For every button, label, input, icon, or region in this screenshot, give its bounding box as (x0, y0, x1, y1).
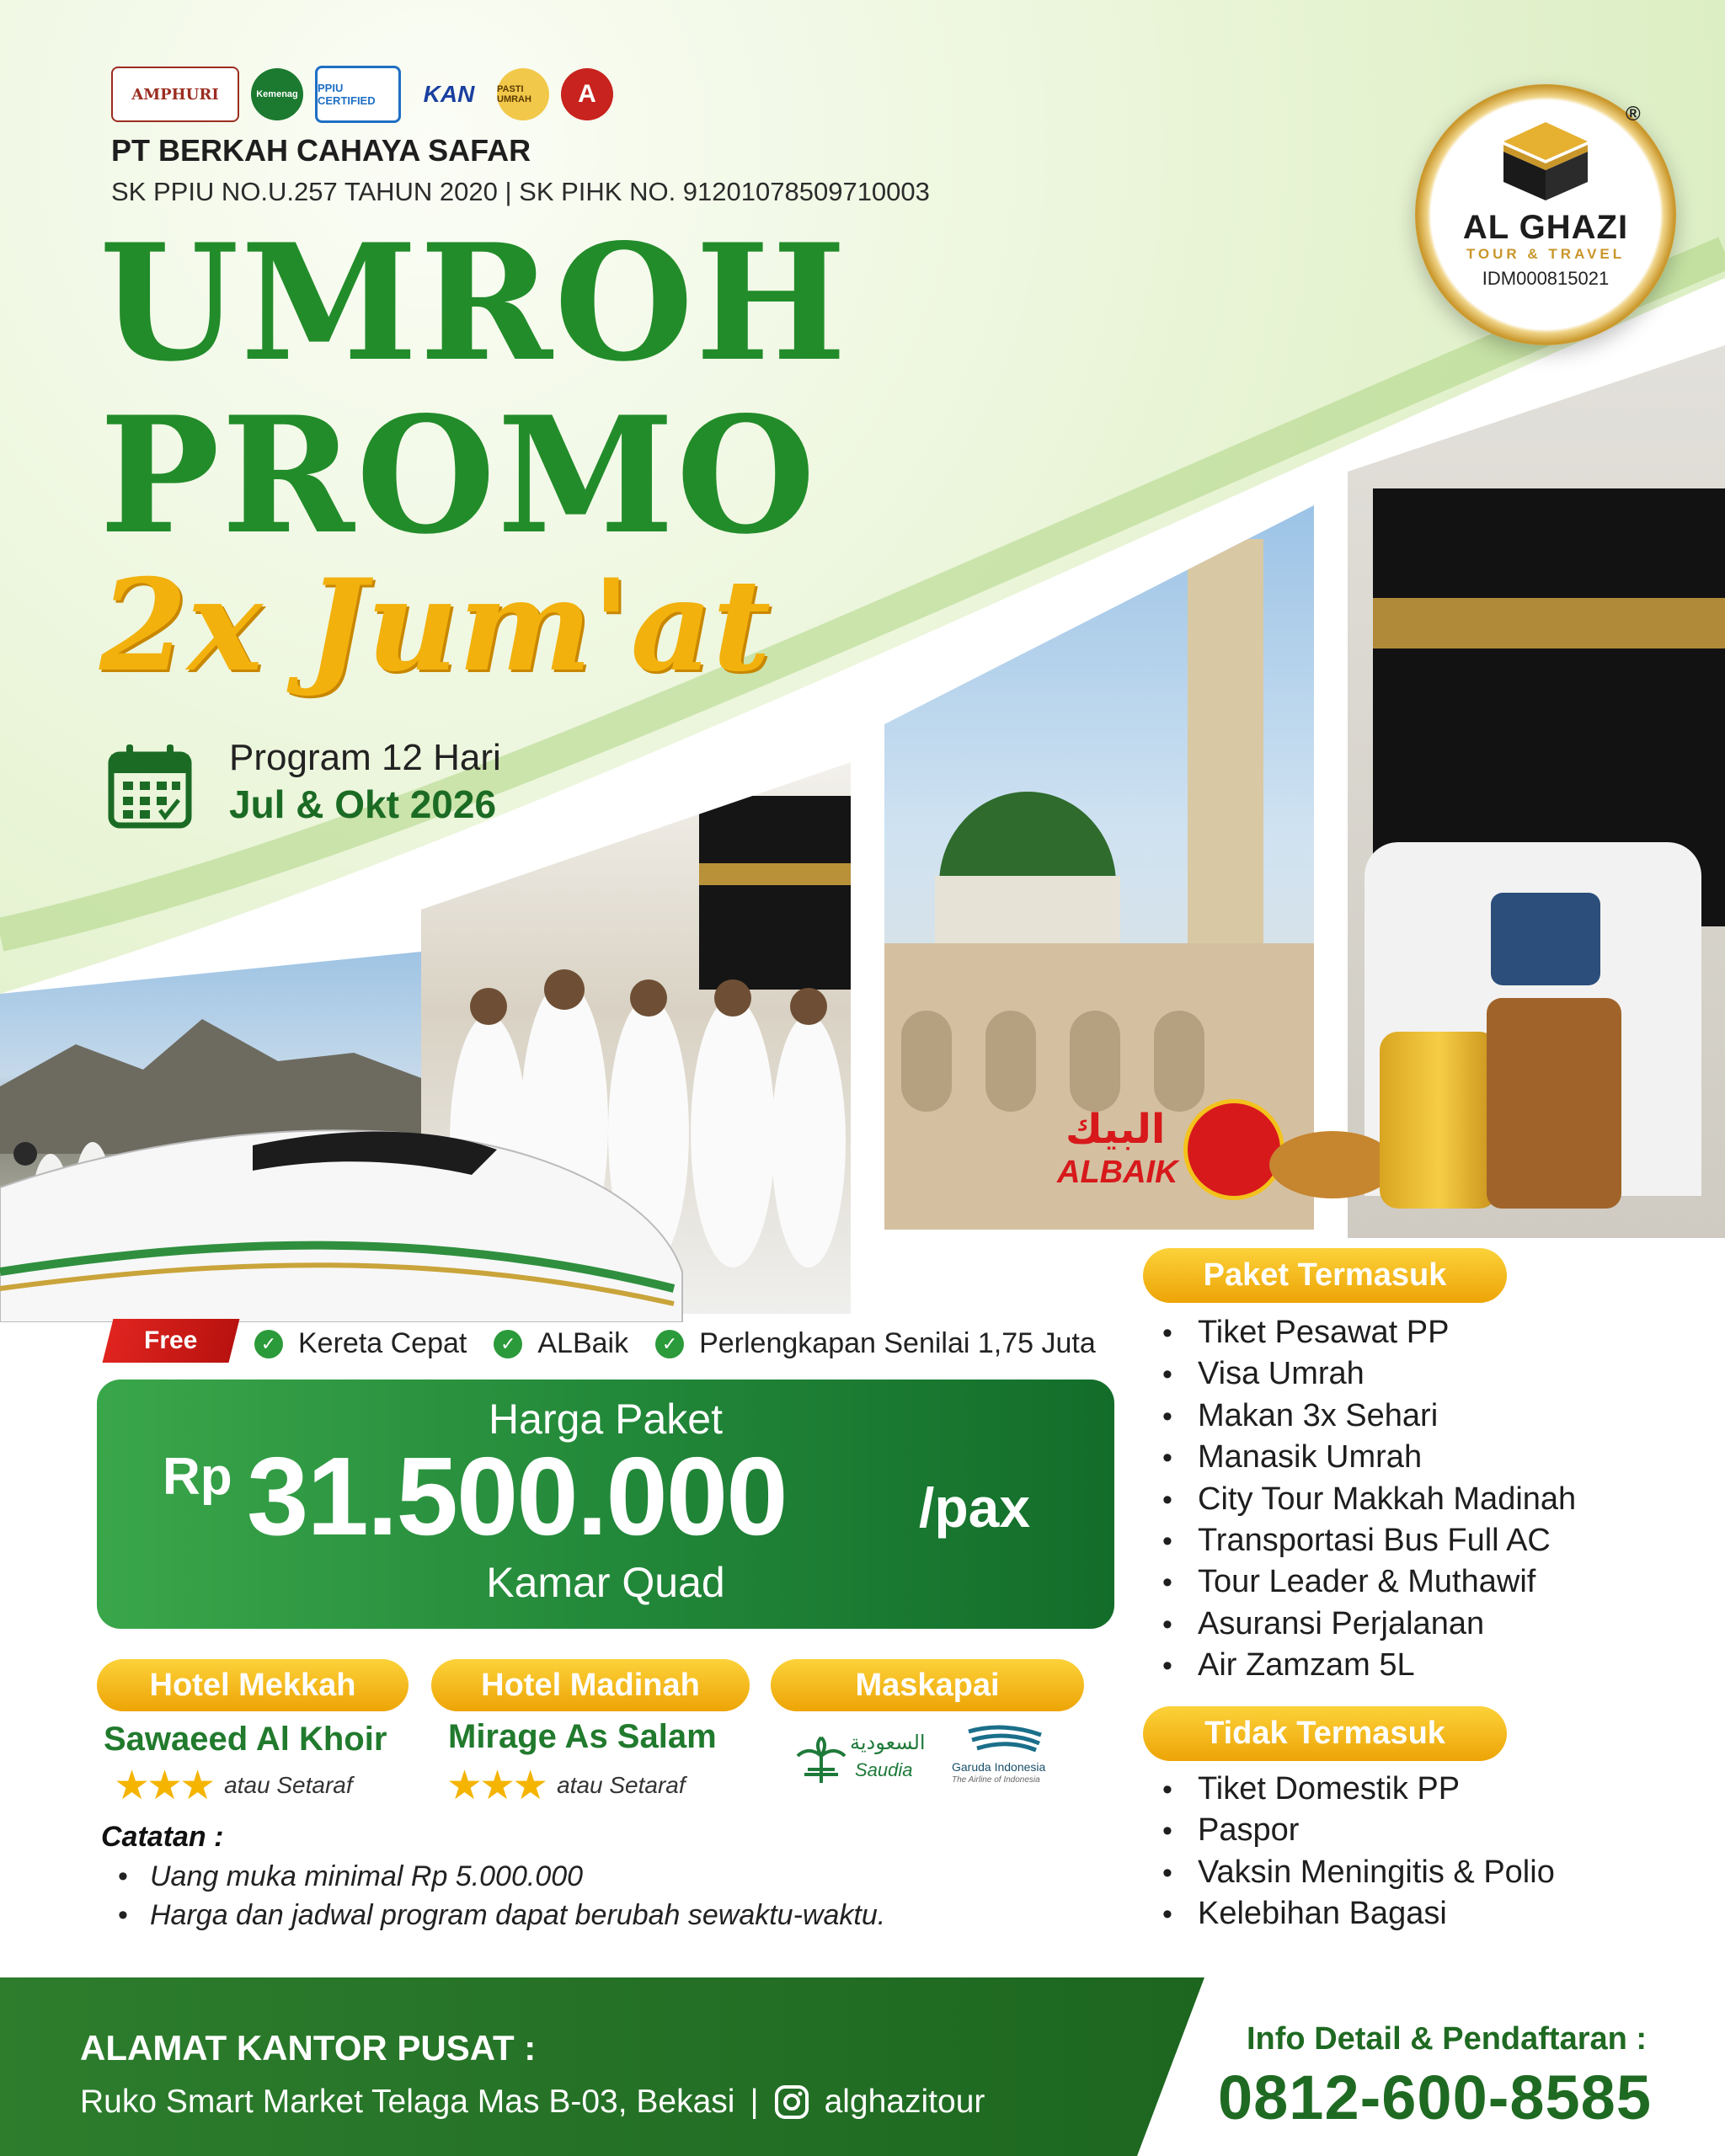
included-item: • Transportasi Bus Full AC (1162, 1520, 1576, 1561)
included-item: • Tiket Pesawat PP (1162, 1312, 1576, 1353)
footer (0, 1977, 1725, 2156)
phone-number[interactable]: 0812-600-8585 (1218, 2063, 1652, 2132)
check-icon: ✓ (254, 1330, 283, 1358)
garuda-bird-icon (967, 1723, 1043, 1757)
albaik-promo (1057, 1099, 1411, 1209)
program-dates: Jul & Okt 2026 (229, 782, 497, 826)
amphuri-logo: AMPHURI (111, 67, 239, 122)
included-item: • Visa Umrah (1162, 1353, 1576, 1395)
garuda-name: Garuda Indonesia (952, 1760, 1046, 1774)
info-title: Info Detail & Pendaftaran : (1247, 2021, 1648, 2057)
included-item: • Manasik Umrah (1162, 1437, 1576, 1478)
excluded-item: • Tiket Domestik PP (1162, 1769, 1555, 1810)
hotel-note: atau Setaraf (557, 1772, 686, 1798)
office-address: Ruko Smart Market Telaga Mas B-03, Bekasi (80, 2084, 735, 2120)
notes-title: Catatan : (101, 1821, 224, 1853)
gold-suitcase-image (1380, 1032, 1498, 1209)
included-item: • Air Zamzam 5L (1162, 1645, 1576, 1686)
program-duration: Program 12 Hari (229, 737, 501, 778)
office-title: ALAMAT KANTOR PUSAT : (80, 2028, 537, 2068)
pasti-umrah-logo: PASTI UMRAH (497, 68, 549, 120)
title-umroh: UMROH (99, 209, 848, 397)
title-promo: PROMO (99, 382, 818, 569)
included-header: Paket Termasuk (1143, 1248, 1507, 1303)
palm-icon (796, 1736, 846, 1786)
hotel-madinah-rating (446, 1762, 686, 1809)
instagram-icon (774, 2084, 809, 2120)
license-number: SK PPIU NO.U.257 TAHUN 2020 | SK PIHK NO. 91201078509710003 (111, 177, 930, 206)
price-unit: /pax (919, 1476, 1031, 1539)
title-jumat: 2x Jum'at (99, 552, 772, 700)
company-name: PT BERKAH CAHAYA SAFAR (111, 133, 531, 168)
accredited-a-logo: A (561, 68, 613, 120)
saudia-arabic: السعودية (850, 1732, 926, 1754)
kaaba-icon (1499, 118, 1592, 202)
travel-bag-image (1491, 893, 1600, 985)
check-icon: ✓ (494, 1330, 522, 1358)
excluded-item: • Paspor (1162, 1810, 1555, 1851)
registered-mark: ® (1626, 103, 1641, 125)
albaik-arabic: البيك (1065, 1107, 1166, 1152)
excluded-item: • Vaksin Meningitis & Polio (1162, 1852, 1555, 1893)
hotel-madinah-label: Hotel Madinah (431, 1659, 750, 1711)
brown-suitcase-image (1487, 998, 1621, 1209)
free-item: Perlengkapan Senilai 1,75 Juta (699, 1327, 1096, 1359)
price-label: Harga Paket (489, 1396, 723, 1443)
notes-list (118, 1857, 885, 1935)
star-rating-icon: ★★★ (114, 1764, 213, 1808)
free-tag: Free (103, 1319, 240, 1363)
included-item: • City Tour Makkah Madinah (1162, 1479, 1576, 1520)
office-address-line (80, 2084, 985, 2121)
calendar-icon (108, 743, 192, 829)
hotel-mekkah-rating (114, 1762, 353, 1809)
brand-name: AL GHAZI (1462, 209, 1629, 246)
albaik-mascot-icon (1183, 1099, 1284, 1200)
price-amount: 31.500.000 (247, 1434, 787, 1558)
al-ghazi-logo (1415, 84, 1676, 345)
ppiu-certified-logo: PPIU CERTIFIED (315, 66, 401, 123)
price-box (97, 1380, 1114, 1629)
saudia-name: Saudia (855, 1759, 913, 1780)
hotel-madinah-name: Mirage As Salam (448, 1718, 717, 1755)
excluded-item: • Kelebihan Bagasi (1162, 1893, 1555, 1935)
excluded-header: Tidak Termasuk (1143, 1706, 1507, 1761)
fried-chicken-image (1269, 1131, 1396, 1198)
included-list (1162, 1312, 1576, 1687)
star-rating-icon: ★★★ (446, 1764, 546, 1808)
brand-subtitle: TOUR & TRAVEL (1466, 246, 1626, 262)
included-item: • Tour Leader & Muthawif (1162, 1561, 1576, 1603)
albaik-latin: ALBAIK (1057, 1155, 1178, 1190)
kemenag-logo: Kemenag (251, 68, 303, 120)
high-speed-train (0, 1078, 691, 1322)
hotel-mekkah-name: Sawaeed Al Khoir (104, 1721, 387, 1758)
saudia-logo (796, 1731, 926, 1790)
hotel-mekkah-label: Hotel Mekkah (97, 1659, 409, 1711)
free-item: ALBaik (537, 1327, 629, 1359)
kan-logo: KAN (423, 81, 475, 107)
note-item: • Uang muka minimal Rp 5.000.000 (118, 1857, 885, 1896)
room-type: Kamar Quad (486, 1559, 725, 1606)
airline-label: Maskapai (771, 1659, 1084, 1711)
garuda-logo (952, 1723, 1087, 1790)
instagram-handle[interactable]: alghazitour (824, 2084, 985, 2120)
free-items (254, 1327, 1096, 1360)
free-item: Kereta Cepat (298, 1327, 467, 1359)
garuda-tagline: The Airline of Indonesia (952, 1775, 1040, 1785)
check-icon: ✓ (655, 1330, 684, 1358)
included-item: • Makan 3x Sehari (1162, 1396, 1576, 1437)
separator: | (750, 2084, 759, 2120)
excluded-list (1162, 1769, 1555, 1935)
hotel-note: atau Setaraf (224, 1772, 353, 1798)
note-item: • Harga dan jadwal program dapat berubah sewaktu-waktu. (118, 1896, 885, 1935)
price-currency: Rp (163, 1448, 232, 1506)
brand-id: IDM000815021 (1482, 268, 1610, 289)
accreditation-logos (111, 66, 613, 123)
included-item: • Asuransi Perjalanan (1162, 1604, 1576, 1645)
